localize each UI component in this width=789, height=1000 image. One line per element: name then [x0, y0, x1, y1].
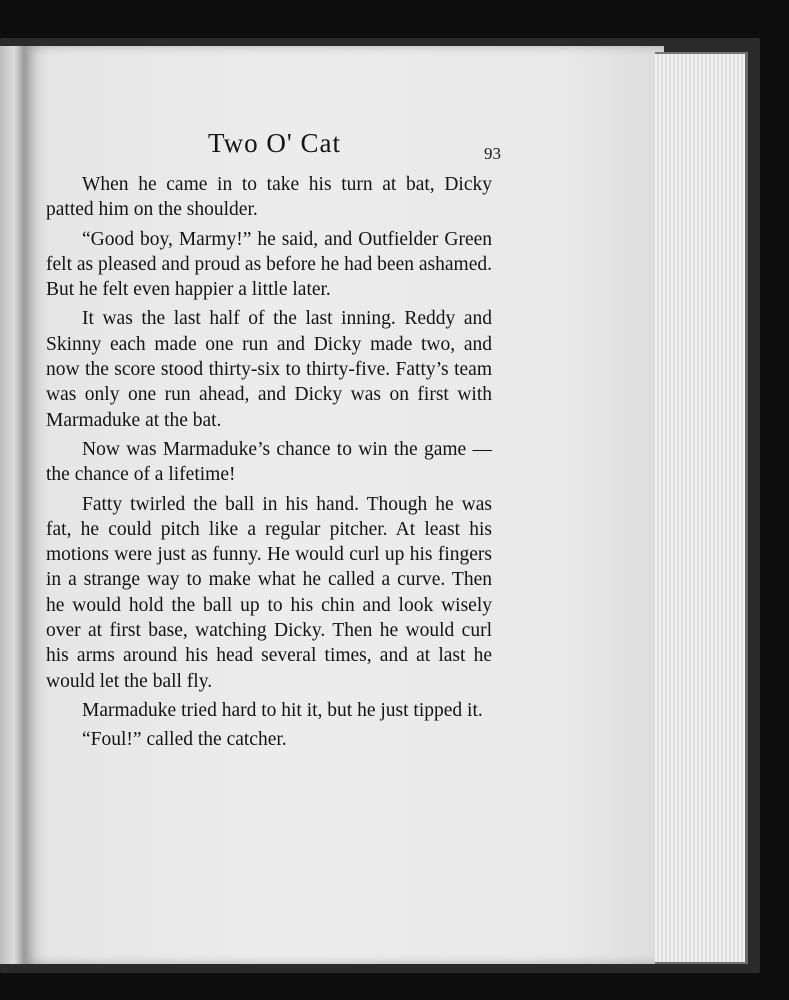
paragraph: “Foul!” called the catcher.: [82, 729, 287, 751]
running-head: Two O' Cat: [208, 128, 341, 158]
left-page-edge: [0, 46, 26, 964]
page-stack-edge: [655, 52, 748, 964]
paragraph: It was the last half of the last inning. Reddy and Skinny each made one run and Dicky made two, and now the score stood thirty-six to thirty-five. Fatty’s team was only one run ahead, and Dicky was on first with Marmaduke at the bat.: [46, 308, 492, 431]
paragraph: Now was Marmaduke’s chance to win the game —the chance of a lifetime!: [46, 438, 492, 486]
paragraph: Fatty twirled the ball in his hand. Though he was fat, he could pitch like a regular pitcher. At least his motions were just as funny. He would curl up his fingers in a strange way to make what he called a curve. Then he would hold the ball up to his chin and look wisely over at first base, watching Dicky. Then he would curl his arms around his head several times, and at last he would let the ball fly.: [46, 493, 492, 692]
body-text: [46, 172, 492, 753]
paragraph: “Good boy, Marmy!” he said, and Outfielder Green felt as pleased and proud as before he had been ashamed. But he felt even happier a little later.: [46, 228, 492, 301]
paragraph: When he came in to take his turn at bat, Dicky patted him on the shoulder.: [46, 174, 492, 221]
paragraph: Marmaduke tried hard to hit it, but he just tipped it.: [82, 699, 483, 721]
page-number: 93: [484, 144, 501, 163]
